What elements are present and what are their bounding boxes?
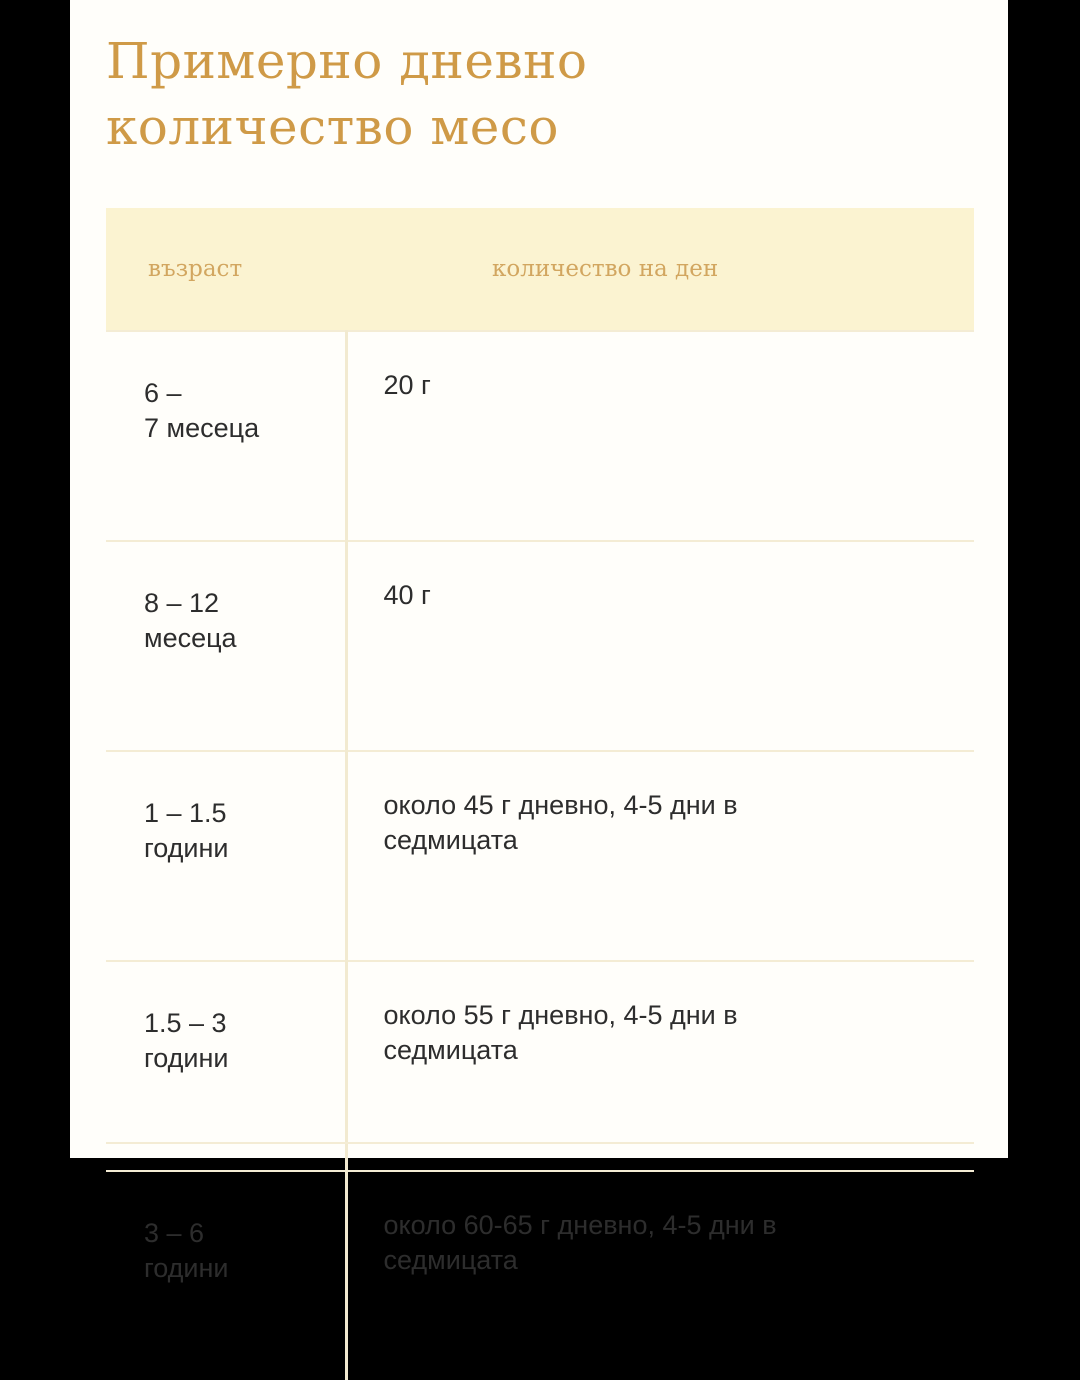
age-line-1: 3 – 6 xyxy=(144,1218,205,1248)
amount-line-1: 40 г xyxy=(383,580,431,610)
age-line-2: 7 месеца xyxy=(144,413,260,443)
age-cell xyxy=(106,961,346,1171)
age-line-1: 1 – 1.5 xyxy=(144,798,227,828)
page-title xyxy=(106,28,588,160)
amount-cell xyxy=(346,1171,974,1380)
header-amount: количество на ден xyxy=(346,208,974,331)
amount-line-1: 20 г xyxy=(383,370,431,400)
table-header-row xyxy=(106,208,974,331)
amount-line-2: седмицата xyxy=(383,1035,518,1065)
table-row xyxy=(106,541,974,751)
age-cell xyxy=(106,1171,346,1380)
age-line-2: години xyxy=(144,833,229,863)
amount-line-1: около 55 г дневно, 4-5 дни в xyxy=(383,1000,738,1030)
age-line-2: години xyxy=(144,1253,229,1283)
age-line-1: 8 – 12 xyxy=(144,588,220,618)
age-line-1: 6 – xyxy=(144,378,182,408)
title-line-1: Примерно дневно xyxy=(106,32,588,90)
age-cell xyxy=(106,541,346,751)
age-line-2: години xyxy=(144,1043,229,1073)
amount-cell xyxy=(346,331,974,541)
table-bottom-divider xyxy=(106,1142,974,1144)
table-row xyxy=(106,961,974,1171)
age-line-2: месеца xyxy=(144,623,237,653)
amount-cell xyxy=(346,541,974,751)
amount-line-1: около 60-65 г дневно, 4-5 дни в xyxy=(383,1210,777,1240)
amount-line-2: седмицата xyxy=(383,1245,518,1275)
header-age: възраст xyxy=(106,208,346,331)
meat-amount-table xyxy=(106,208,974,1380)
document-page xyxy=(70,0,1008,1283)
age-cell xyxy=(106,751,346,961)
title-line-2: количество месо xyxy=(106,98,559,156)
amount-cell xyxy=(346,961,974,1171)
amount-line-1: около 45 г дневно, 4-5 дни в xyxy=(383,790,738,820)
table-row xyxy=(106,331,974,541)
amount-cell xyxy=(346,751,974,961)
table-row xyxy=(106,751,974,961)
table-row xyxy=(106,1171,974,1380)
age-cell xyxy=(106,331,346,541)
age-line-1: 1.5 – 3 xyxy=(144,1008,227,1038)
amount-line-2: седмицата xyxy=(383,825,518,855)
